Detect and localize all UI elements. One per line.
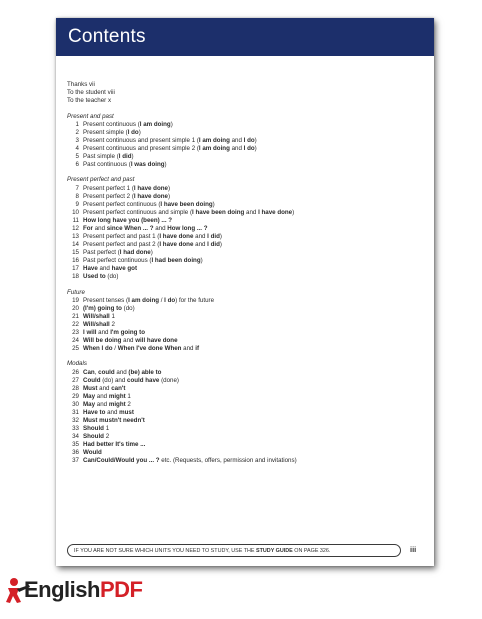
unit-title-part: ) bbox=[254, 144, 257, 152]
unit-title-part: ) bbox=[150, 248, 153, 256]
unit-title-part: I am doing bbox=[139, 120, 171, 128]
unit-title-part: etc. (Requests, offers, permission and invitations) bbox=[159, 457, 297, 465]
unit-title-part: have got bbox=[111, 264, 138, 272]
toc-sections bbox=[67, 113, 427, 465]
toc-unit bbox=[67, 297, 427, 305]
toc-unit bbox=[67, 153, 427, 161]
unit-number: 2 bbox=[75, 128, 79, 136]
toc-unit bbox=[67, 401, 427, 409]
toc-unit bbox=[67, 329, 427, 337]
unit-title-part: 2 bbox=[109, 320, 115, 328]
unit-title-part: Have to bbox=[83, 408, 106, 416]
unit-title-part: How long ... ? bbox=[167, 224, 208, 232]
study-guide-note-page: ON PAGE 326. bbox=[292, 548, 331, 554]
unit-number: 21 bbox=[72, 312, 79, 320]
unit-title-part: Present simple ( bbox=[83, 128, 128, 136]
unit-title-part: Past simple ( bbox=[83, 152, 119, 160]
unit-title-part: if bbox=[195, 344, 199, 352]
toc-unit bbox=[67, 249, 427, 257]
unit-number: 28 bbox=[72, 384, 79, 392]
unit-title-part: Will/shall bbox=[83, 312, 110, 320]
unit-title-part: Present perfect 2 ( bbox=[83, 192, 134, 200]
toc-unit bbox=[67, 201, 427, 209]
toc-unit bbox=[67, 217, 427, 225]
front-matter-item bbox=[67, 89, 427, 97]
logo-text-pdf: PDF bbox=[99, 577, 143, 602]
unit-title-part: Past continuous ( bbox=[83, 160, 131, 168]
unit-number: 7 bbox=[75, 184, 79, 192]
unit-title-part: I have been doing bbox=[160, 200, 213, 208]
unit-title-part: Present tenses ( bbox=[83, 296, 129, 304]
study-guide-note bbox=[67, 544, 401, 557]
unit-title-part: since bbox=[106, 224, 123, 232]
section-title: Modals bbox=[67, 360, 87, 368]
unit-number: 37 bbox=[72, 457, 79, 465]
unit-title-part: and bbox=[229, 144, 244, 152]
toc-section bbox=[67, 360, 427, 465]
toc-unit bbox=[67, 345, 427, 353]
unit-number: 20 bbox=[72, 304, 79, 312]
unit-title-part: , bbox=[94, 368, 99, 376]
unit-title-part: I do bbox=[243, 144, 255, 152]
logo-text-english: English bbox=[24, 577, 100, 602]
unit-title-part: Would bbox=[83, 448, 102, 456]
unit-title-part: Present perfect and past 2 ( bbox=[83, 240, 160, 248]
unit-title-part: ) bbox=[219, 240, 222, 248]
front-matter-label: Thanks bbox=[67, 81, 88, 88]
toc-unit bbox=[67, 337, 427, 345]
toc-unit bbox=[67, 185, 427, 193]
unit-title-part: I did bbox=[207, 232, 220, 240]
unit-title-part: Present continuous and present simple 1 ( bbox=[83, 136, 199, 144]
unit-title-part: mustn't bbox=[99, 416, 122, 424]
unit-title-part: (do) bbox=[105, 273, 119, 281]
unit-title-part: When ... ? bbox=[124, 224, 154, 232]
unit-number: 27 bbox=[72, 376, 79, 384]
unit-title-part: Must bbox=[83, 416, 98, 424]
toc-unit bbox=[67, 425, 427, 433]
unit-title-part: I have done bbox=[133, 192, 168, 200]
toc-unit bbox=[67, 393, 427, 401]
unit-title-part: (be) able to bbox=[128, 368, 162, 376]
toc-unit bbox=[67, 369, 427, 377]
unit-title-part: and bbox=[97, 384, 112, 392]
unit-title-part: I have been doing bbox=[192, 208, 245, 216]
toc-unit bbox=[67, 433, 427, 441]
toc-unit bbox=[67, 233, 427, 241]
unit-title-part: I do bbox=[243, 136, 255, 144]
unit-title-part: might bbox=[108, 400, 126, 408]
unit-title-part: Present perfect continuous and simple ( bbox=[83, 208, 193, 216]
toc-unit bbox=[67, 321, 427, 329]
unit-title-part: Present continuous ( bbox=[83, 120, 140, 128]
table-of-contents bbox=[67, 81, 427, 465]
unit-number: 18 bbox=[72, 273, 79, 281]
unit-title-part: I will bbox=[83, 328, 97, 336]
unit-title-part: I was doing bbox=[130, 160, 165, 168]
unit-title-part: I have done bbox=[159, 240, 194, 248]
unit-number: 9 bbox=[75, 200, 79, 208]
unit-title-part: Past perfect ( bbox=[83, 248, 120, 256]
unit-title-part: and bbox=[97, 264, 112, 272]
unit-title-part: Present perfect continuous ( bbox=[83, 200, 161, 208]
front-matter-item bbox=[67, 97, 427, 105]
unit-number: 19 bbox=[72, 296, 79, 304]
toc-unit bbox=[67, 225, 427, 233]
unit-title-part: and bbox=[114, 368, 129, 376]
englishpdf-logo bbox=[5, 576, 143, 606]
toc-unit bbox=[67, 385, 427, 393]
unit-number: 4 bbox=[75, 144, 79, 152]
unit-title-part: Could bbox=[83, 376, 101, 384]
unit-number: 33 bbox=[72, 424, 79, 432]
unit-title-part: will have done bbox=[135, 336, 178, 344]
unit-number: 16 bbox=[72, 256, 79, 264]
unit-title-part: and bbox=[95, 400, 109, 408]
toc-unit bbox=[67, 137, 427, 145]
front-matter-label: To the teacher bbox=[67, 97, 107, 105]
unit-title-part: I do bbox=[127, 128, 139, 136]
unit-number: 36 bbox=[72, 448, 79, 456]
unit-title-part: I had been doing bbox=[151, 256, 201, 264]
unit-title-part: When I've done bbox=[117, 344, 163, 352]
unit-number: 34 bbox=[72, 432, 79, 440]
unit-number: 8 bbox=[75, 192, 79, 200]
unit-number: 30 bbox=[72, 400, 79, 408]
unit-title-part: (I'm) going to bbox=[83, 304, 122, 312]
unit-number: 23 bbox=[72, 328, 79, 336]
unit-number: 1 bbox=[75, 120, 79, 128]
unit-title-part: needn't bbox=[123, 416, 145, 424]
front-matter-page: x bbox=[107, 97, 112, 105]
unit-title-part: ) bbox=[212, 200, 215, 208]
unit-number: 3 bbox=[75, 136, 79, 144]
unit-title-part: Should bbox=[83, 432, 104, 440]
unit-title-part: How long have you (been) ... ? bbox=[83, 216, 173, 224]
unit-number: 24 bbox=[72, 336, 79, 344]
unit-number: 5 bbox=[75, 152, 79, 160]
section-title: Present perfect and past bbox=[67, 176, 135, 184]
unit-title-part: ) bbox=[292, 208, 295, 216]
unit-number: 29 bbox=[72, 392, 79, 400]
unit-title-part: ) bbox=[254, 136, 257, 144]
unit-title-part: could have bbox=[127, 376, 160, 384]
front-matter-page: viii bbox=[107, 89, 115, 97]
toc-unit bbox=[67, 409, 427, 417]
unit-title-part: I had done bbox=[119, 248, 151, 256]
unit-title-part: I do bbox=[164, 296, 176, 304]
unit-title-part: and bbox=[105, 408, 120, 416]
unit-title-part: Past perfect continuous ( bbox=[83, 256, 152, 264]
unit-title-part: must bbox=[119, 408, 134, 416]
unit-title-part: When I do bbox=[83, 344, 113, 352]
toc-unit bbox=[67, 417, 427, 425]
front-matter-label: To the student bbox=[67, 89, 106, 97]
toc-unit bbox=[67, 121, 427, 129]
unit-title-part: Present perfect and past 1 ( bbox=[83, 232, 160, 240]
unit-number: 25 bbox=[72, 344, 79, 352]
unit-title-part: 1 bbox=[109, 312, 115, 320]
unit-title-part: Had better bbox=[83, 440, 114, 448]
unit-title-part: ) bbox=[219, 232, 222, 240]
unit-title-part: I am doing bbox=[198, 136, 230, 144]
study-guide-note-text: IF YOU ARE NOT SURE WHICH UNITS YOU NEED TO STUDY, USE THE bbox=[74, 548, 257, 554]
unit-number: 6 bbox=[75, 160, 79, 168]
unit-title-part: 1 bbox=[103, 424, 110, 432]
unit-title-part: and bbox=[244, 208, 259, 216]
unit-title-part: ) bbox=[131, 152, 134, 160]
unit-title-part: ) bbox=[167, 184, 171, 192]
unit-title-part: I am doing bbox=[128, 296, 159, 304]
unit-title-part: Can bbox=[83, 368, 95, 376]
toc-unit bbox=[67, 313, 427, 321]
unit-title-part: and bbox=[95, 392, 109, 400]
toc-unit bbox=[67, 441, 427, 449]
toc-section bbox=[67, 176, 427, 281]
unit-title-part: I have done bbox=[133, 184, 168, 192]
unit-title-part: I did bbox=[207, 240, 220, 248]
toc-unit bbox=[67, 257, 427, 265]
unit-title-part: Present perfect 1 ( bbox=[83, 184, 134, 192]
unit-title-part: Will/shall bbox=[83, 320, 110, 328]
front-matter-item bbox=[67, 81, 427, 89]
unit-number: 22 bbox=[72, 320, 79, 328]
unit-title-part: I did bbox=[118, 152, 132, 160]
toc-unit bbox=[67, 457, 427, 465]
unit-title-part: When bbox=[164, 344, 182, 352]
unit-title-part: and bbox=[92, 224, 107, 232]
toc-unit bbox=[67, 265, 427, 273]
unit-title-part: ) for the future bbox=[175, 296, 215, 304]
unit-title-part: ) bbox=[170, 120, 173, 128]
unit-title-part: I have done bbox=[159, 232, 194, 240]
unit-title-part: I am doing bbox=[198, 144, 230, 152]
unit-number: 17 bbox=[72, 264, 79, 272]
unit-number: 15 bbox=[72, 248, 79, 256]
unit-title-part: Can/Could/Would you ... ? bbox=[83, 457, 160, 465]
unit-title-part: (done) bbox=[159, 376, 179, 384]
unit-title-part: (do) and bbox=[100, 376, 128, 384]
unit-title-part: (do) bbox=[121, 304, 135, 312]
unit-title-part: and bbox=[193, 240, 208, 248]
unit-title-part: ) bbox=[200, 256, 203, 264]
unit-title-part: Present continuous and present simple 2 ( bbox=[83, 144, 199, 152]
toc-section bbox=[67, 289, 427, 353]
unit-number: 31 bbox=[72, 408, 79, 416]
unit-title-part: can't bbox=[111, 384, 126, 392]
logo-wordmark bbox=[24, 577, 142, 603]
unit-number: 32 bbox=[72, 416, 79, 424]
unit-title-part: Used to bbox=[83, 273, 106, 281]
unit-title-part: I'm going to bbox=[110, 328, 145, 336]
toc-unit bbox=[67, 241, 427, 249]
unit-title-part: could bbox=[98, 368, 115, 376]
unit-title-part: / bbox=[159, 296, 165, 304]
unit-number: 13 bbox=[72, 232, 79, 240]
front-matter-page: vii bbox=[89, 81, 95, 88]
toc-unit bbox=[67, 129, 427, 137]
unit-title-part: May bbox=[83, 392, 96, 400]
unit-title-part: 2 bbox=[103, 432, 110, 440]
unit-title-part: Will be doing bbox=[83, 336, 122, 344]
toc-unit bbox=[67, 377, 427, 385]
unit-number: 26 bbox=[72, 368, 79, 376]
toc-unit bbox=[67, 273, 427, 281]
section-title: Future bbox=[67, 288, 85, 296]
unit-title-part: and bbox=[181, 344, 196, 352]
unit-title-part: / bbox=[112, 344, 118, 352]
unit-title-part: I have done bbox=[258, 208, 293, 216]
unit-title-part: Have bbox=[83, 264, 98, 272]
unit-title-part: ) bbox=[164, 160, 167, 168]
unit-title-part: For bbox=[83, 224, 93, 232]
unit-title-part: ) bbox=[167, 192, 171, 200]
toc-unit bbox=[67, 209, 427, 217]
toc-unit bbox=[67, 449, 427, 457]
unit-title-part: ) bbox=[138, 128, 141, 136]
unit-number: 12 bbox=[72, 224, 79, 232]
unit-title-part: 2 bbox=[125, 400, 131, 408]
unit-number: 11 bbox=[72, 216, 79, 224]
study-guide-link-text: STUDY GUIDE bbox=[256, 548, 293, 554]
unit-title-part: and bbox=[96, 328, 111, 336]
book-page bbox=[56, 18, 434, 566]
page-number: iii bbox=[410, 545, 417, 554]
toc-unit bbox=[67, 145, 427, 153]
front-matter bbox=[67, 81, 427, 105]
unit-title-part: and bbox=[121, 336, 136, 344]
unit-title-part: It's time ... bbox=[115, 440, 146, 448]
unit-number: 35 bbox=[72, 440, 79, 448]
contents-header bbox=[56, 18, 434, 56]
unit-title-part: May bbox=[83, 400, 96, 408]
toc-unit bbox=[67, 161, 427, 169]
unit-title-part: and bbox=[193, 232, 208, 240]
toc-unit bbox=[67, 305, 427, 313]
section-title: Present and past bbox=[67, 112, 114, 120]
unit-title-part: and bbox=[229, 136, 244, 144]
unit-title-part: Must bbox=[83, 384, 98, 392]
page-title: Contents bbox=[68, 26, 146, 47]
unit-number: 14 bbox=[72, 240, 79, 248]
toc-section bbox=[67, 113, 427, 169]
unit-title-part: Should bbox=[83, 424, 104, 432]
unit-number: 10 bbox=[72, 208, 79, 216]
unit-title-part: might bbox=[108, 392, 126, 400]
toc-unit bbox=[67, 193, 427, 201]
unit-title-part: and bbox=[153, 224, 168, 232]
unit-title-part: 1 bbox=[125, 392, 131, 400]
